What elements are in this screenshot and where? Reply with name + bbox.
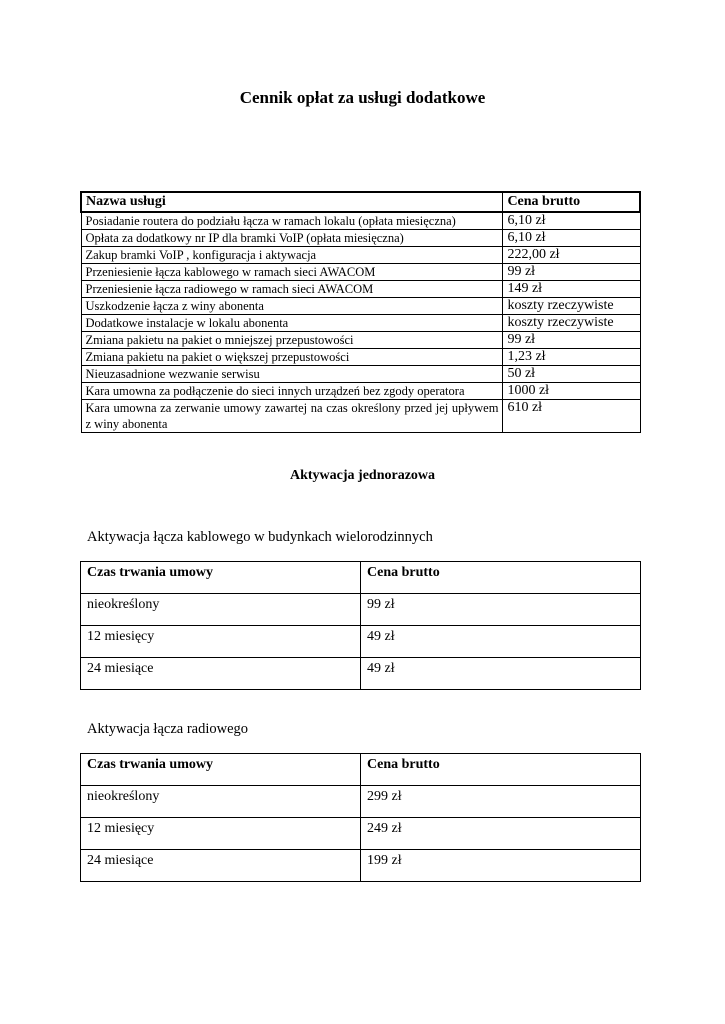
table-row (81, 400, 640, 433)
services-price-table (80, 191, 641, 433)
table-row (81, 298, 640, 315)
table-row (81, 366, 640, 383)
table-row (81, 315, 640, 332)
table-row (81, 786, 641, 818)
service-name: Uszkodzenie łącza z winy abonenta (81, 298, 503, 315)
cable-activation-subheading: Aktywacja łącza kablowego w budynkach wielorodzinnych (87, 529, 433, 545)
table-row (81, 383, 640, 400)
header-gross-price: Cena brutto (361, 562, 641, 594)
table-row (81, 658, 641, 690)
service-name: Kara umowna za zerwanie umowy zawartej na czas określony przed jej upływem z winy abonenta (81, 400, 503, 433)
table-row (81, 626, 641, 658)
page-title: Cennik opłat za usługi dodatkowe (239, 88, 486, 107)
activation-price: 199 zł (361, 850, 641, 882)
header-gross-price: Cena brutto (361, 754, 641, 786)
header-contract-duration: Czas trwania umowy (81, 754, 361, 786)
service-price: 610 zł (503, 400, 640, 433)
radio-activation-subheading: Aktywacja łącza radiowego (87, 721, 249, 737)
service-name: Opłata za dodatkowy nr IP dla bramki VoIP (opłata miesięczna) (81, 230, 503, 247)
table-header-row (81, 192, 640, 212)
service-price: 6,10 zł (503, 212, 640, 230)
table-row (81, 332, 640, 349)
service-name: Przeniesienie łącza radiowego w ramach sieci AWACOM (81, 281, 503, 298)
activation-heading: Aktywacja jednorazowa (289, 468, 436, 483)
service-price: 1000 zł (503, 383, 640, 400)
service-name: Zmiana pakietu na pakiet o mniejszej przepustowości (81, 332, 503, 349)
activation-price: 49 zł (361, 658, 641, 690)
header-contract-duration: Czas trwania umowy (81, 562, 361, 594)
service-price: 99 zł (503, 332, 640, 349)
contract-duration: 12 miesięcy (81, 818, 361, 850)
table-row (81, 212, 640, 230)
activation-price: 299 zł (361, 786, 641, 818)
table-row (81, 247, 640, 264)
table-row (81, 818, 641, 850)
service-price: 99 zł (503, 264, 640, 281)
table-header-row (81, 754, 641, 786)
header-gross-price: Cena brutto (503, 192, 640, 212)
service-price: 149 zł (503, 281, 640, 298)
service-price: koszty rzeczywiste (503, 315, 640, 332)
contract-duration: 24 miesiące (81, 850, 361, 882)
header-service-name: Nazwa usługi (81, 192, 503, 212)
table-row (81, 230, 640, 247)
service-price: 1,23 zł (503, 349, 640, 366)
table-row (81, 281, 640, 298)
service-price: 50 zł (503, 366, 640, 383)
service-name: Dodatkowe instalacje w lokalu abonenta (81, 315, 503, 332)
cable-activation-table (80, 561, 641, 690)
table-row (81, 850, 641, 882)
contract-duration: nieokreślony (81, 786, 361, 818)
table-header-row (81, 562, 641, 594)
service-name: Zakup bramki VoIP , konfiguracja i aktywacja (81, 247, 503, 264)
service-price: koszty rzeczywiste (503, 298, 640, 315)
activation-price: 99 zł (361, 594, 641, 626)
activation-price: 249 zł (361, 818, 641, 850)
service-name: Nieuzasadnione wezwanie serwisu (81, 366, 503, 383)
service-name: Posiadanie routera do podziału łącza w ramach lokalu (opłata miesięczna) (81, 212, 503, 230)
activation-price: 49 zł (361, 626, 641, 658)
table-row (81, 594, 641, 626)
service-name: Przeniesienie łącza kablowego w ramach sieci AWACOM (81, 264, 503, 281)
service-name: Kara umowna za podłączenie do sieci innych urządzeń bez zgody operatora (81, 383, 503, 400)
service-price: 6,10 zł (503, 230, 640, 247)
service-price: 222,00 zł (503, 247, 640, 264)
service-name: Zmiana pakietu na pakiet o większej przepustowości (81, 349, 503, 366)
radio-activation-table (80, 753, 641, 882)
table-row (81, 264, 640, 281)
contract-duration: nieokreślony (81, 594, 361, 626)
table-row (81, 349, 640, 366)
contract-duration: 24 miesiące (81, 658, 361, 690)
contract-duration: 12 miesięcy (81, 626, 361, 658)
